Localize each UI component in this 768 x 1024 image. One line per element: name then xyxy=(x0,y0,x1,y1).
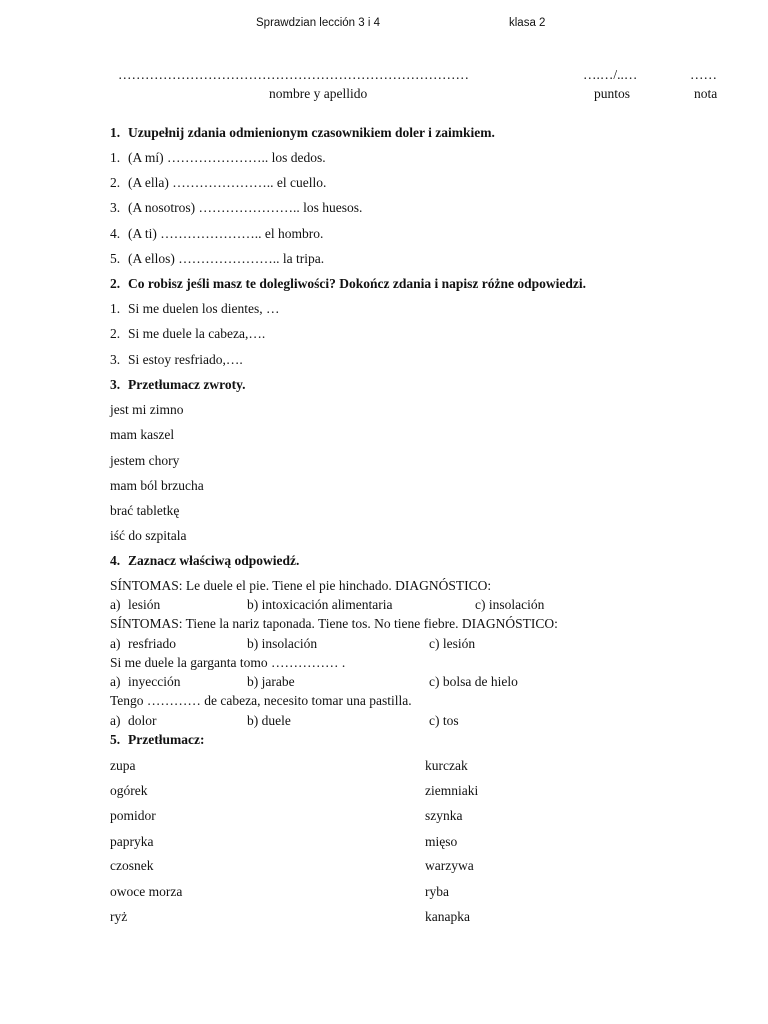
phrase-item: brać tabletkę xyxy=(110,503,180,518)
list-item: 2. Si me duele la cabeza,…. xyxy=(110,326,266,341)
option-b: b) jarabe xyxy=(247,674,295,689)
task-title: Przetłumacz: xyxy=(128,732,205,747)
option-a: a) lesión xyxy=(110,597,161,612)
task-number: 4. xyxy=(110,553,121,568)
vocab-item-right: mięso xyxy=(425,834,458,849)
option-a: a) resfriado xyxy=(110,636,176,651)
task-number: 1. xyxy=(110,125,121,140)
task-number: 3. xyxy=(110,377,121,392)
phrase-item: jestem chory xyxy=(110,453,180,468)
list-item: 3. (A nosotros) ………………….. los huesos. xyxy=(110,200,363,215)
list-item: 5. (A ellos) ………………….. la tripa. xyxy=(110,251,325,266)
vocab-item-left: owoce morza xyxy=(110,884,183,899)
vocab-item-left: ryż xyxy=(110,909,128,924)
task-title: Zaznacz właściwą odpowiedź. xyxy=(128,553,300,568)
vocab-item-right: kanapka xyxy=(425,909,470,924)
vocab-item-right: ziemniaki xyxy=(425,783,479,798)
name-label: nombre y apellido xyxy=(269,86,368,101)
task-number: 2. xyxy=(110,276,121,291)
phrase-item: mam kaszel xyxy=(110,427,175,442)
vocab-item-right: szynka xyxy=(425,808,463,823)
points-label: puntos xyxy=(594,86,631,101)
option-b: b) duele xyxy=(247,713,291,728)
task-5-heading xyxy=(110,732,204,748)
task-3-heading xyxy=(110,377,245,393)
task-4-heading xyxy=(110,553,299,569)
phrase-item: jest mi zimno xyxy=(110,402,184,417)
vocab-item-left: ogórek xyxy=(110,783,148,798)
vocab-item-right: ryba xyxy=(425,884,449,899)
option-a: a) inyección xyxy=(110,674,181,689)
vocab-item-right: warzywa xyxy=(425,858,474,873)
task-title: Co robisz jeśli masz te dolegliwości? Dokończ zdania i napisz różne odpowiedzi. xyxy=(128,276,586,291)
option-b: b) intoxicación alimentaria xyxy=(247,597,393,612)
option-c: c) insolación xyxy=(475,597,545,612)
question-text: Si me duele la garganta tomo …………… . xyxy=(110,655,346,670)
question-text: SÍNTOMAS: Le duele el pie. Tiene el pie hinchado. DIAGNÓSTICO: xyxy=(110,578,492,593)
grade-field: …… xyxy=(690,67,717,82)
option-c: c) lesión xyxy=(429,636,476,651)
test-title: Sprawdzian lección 3 i 4 xyxy=(256,17,381,29)
vocab-item-left: pomidor xyxy=(110,808,156,823)
points-field: ….…/..… xyxy=(583,67,638,82)
vocab-item-right: kurczak xyxy=(425,758,468,773)
option-b: b) insolación xyxy=(247,636,318,651)
name-field: …………………………………………………………………… xyxy=(118,67,469,82)
option-a: a) dolor xyxy=(110,713,157,728)
vocab-item-left: zupa xyxy=(110,758,136,773)
task-number: 5. xyxy=(110,732,121,747)
list-item: 1. Si me duelen los dientes, … xyxy=(110,301,280,316)
list-item: 2. (A ella) ………………….. el cuello. xyxy=(110,175,327,190)
task-title: Przetłumacz zwroty. xyxy=(128,377,246,392)
option-c: c) tos xyxy=(429,713,459,728)
question-text: Tengo ………… de cabeza, necesito tomar una pastilla. xyxy=(110,693,412,708)
phrase-item: iść do szpitala xyxy=(110,528,187,543)
task-1-heading xyxy=(110,125,495,141)
phrase-item: mam ból brzucha xyxy=(110,478,204,493)
grade-label: nota xyxy=(694,86,718,101)
task-2-heading xyxy=(110,276,586,292)
vocab-item-left: czosnek xyxy=(110,858,154,873)
task-title: Uzupełnij zdania odmienionym czasownikiem doler i zaimkiem. xyxy=(128,125,495,140)
option-c: c) bolsa de hielo xyxy=(429,674,518,689)
class-label: klasa 2 xyxy=(509,17,546,29)
list-item: 1. (A mí) ………………….. los dedos. xyxy=(110,150,326,165)
list-item: 3. Si estoy resfriado,…. xyxy=(110,352,243,367)
list-item: 4. (A ti) ………………….. el hombro. xyxy=(110,226,324,241)
vocab-item-left: papryka xyxy=(110,834,154,849)
question-text: SÍNTOMAS: Tiene la nariz taponada. Tiene tos. No tiene fiebre. DIAGNÓSTICO: xyxy=(110,616,558,631)
